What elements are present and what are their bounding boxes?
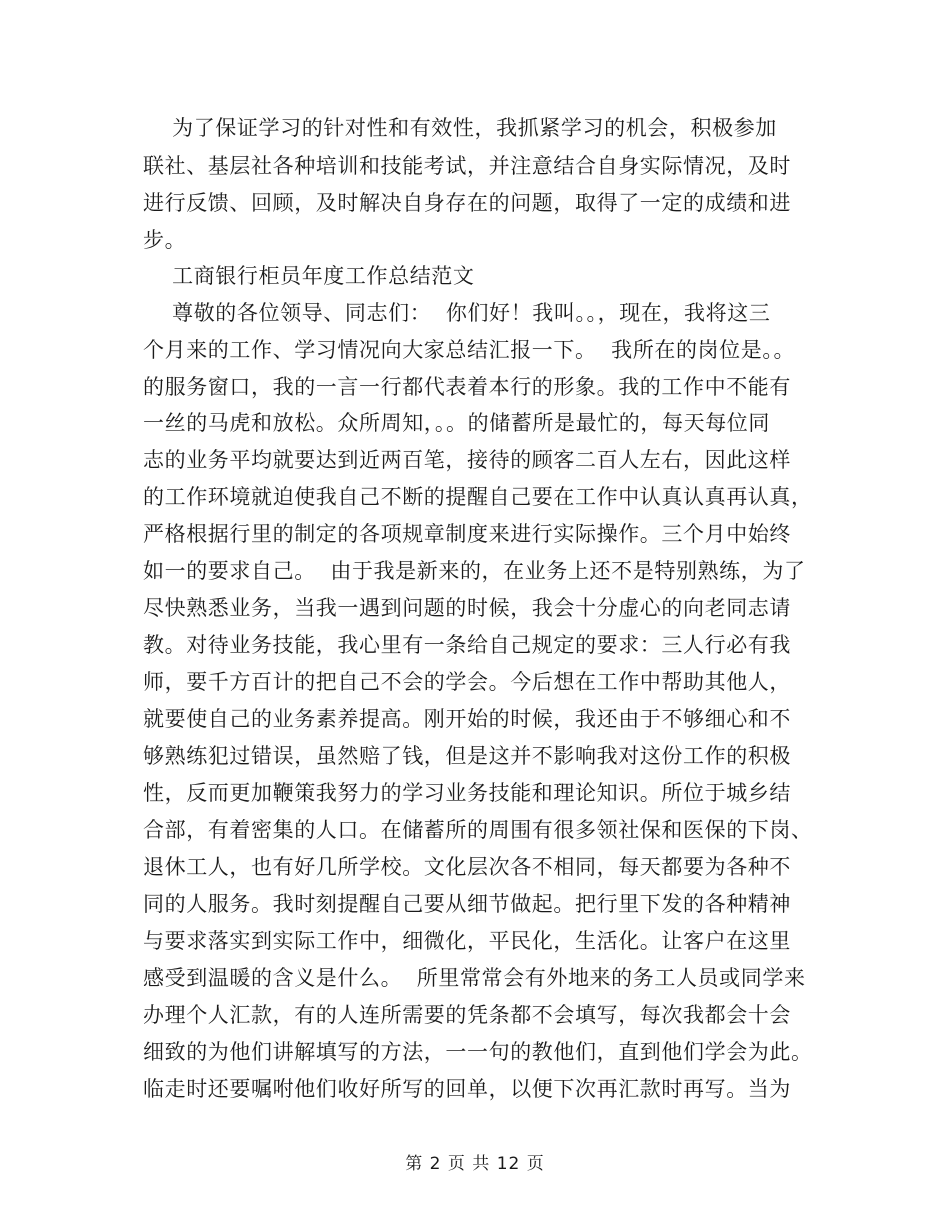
text-line: 退休工人，也有好几所学校。文化层次各不相同，每天都要为各种不 — [143, 855, 791, 879]
text-line: 志的业务平均就要达到近两百笔，接待的顾客二百人左右，因此这样 — [143, 448, 791, 472]
text-line: 同的人服务。我时刻提醒自己要从细节做起。把行里下发的各种精神 — [143, 892, 791, 916]
text-line: 够熟练犯过错误，虽然赔了钱，但是这并不影响我对这份工作的积极 — [143, 744, 791, 768]
text-line: 性，反而更加鞭策我努力的学习业务技能和理论知识。所位于城乡结 — [143, 781, 791, 805]
text-line: 合部，有着密集的人口。在储蓄所的周围有很多领社保和医保的下岗、 — [143, 818, 813, 842]
text-line: 尊敬的各位领导、同志们： 你们好！我叫。。，现在，我将这三 — [143, 301, 771, 325]
text-line: 步。 — [143, 228, 187, 252]
text-line: 的工作环境就迫使我自己不断的提醒自己要在工作中认真认真再认真， — [143, 485, 813, 509]
text-line: 细致的为他们讲解填写的方法，一一句的教他们，直到他们学会为此。 — [143, 1040, 813, 1064]
text-line: 如一的要求自己。 由于我是新来的，在业务上还不是特别熟练，为了 — [143, 559, 806, 583]
text-line: 师，要千方百计的把自己不会的学会。今后想在工作中帮助其他人， — [143, 670, 791, 694]
text-line: 联社、基层社各种培训和技能考试，并注意结合自身实际情况，及时 — [143, 154, 791, 178]
text-line: 尽快熟悉业务，当我一遇到问题的时候，我会十分虚心的向老同志请 — [143, 596, 791, 620]
text-line: 一丝的马虎和放松。众所周知，。。的储蓄所是最忙的，每天每位同 — [143, 411, 770, 435]
text-line: 感受到温暖的含义是什么。 所里常常会有外地来的务工人员或同学来 — [143, 966, 806, 990]
text-line: 进行反馈、回顾，及时解决自身存在的问题，取得了一定的成绩和进 — [143, 191, 791, 215]
text-line: 的服务窗口，我的一言一行都代表着本行的形象。我的工作中不能有 — [143, 375, 791, 399]
text-line: 教。对待业务技能，我心里有一条给自己规定的要求：三人行必有我 — [143, 633, 791, 657]
section-heading: 工商银行柜员年度工作总结范文 — [143, 264, 475, 288]
text-line: 与要求落实到实际工作中，细微化，平民化，生活化。让客户在这里 — [143, 929, 791, 953]
text-line: 个月来的工作、学习情况向大家总结汇报一下。 我所在的岗位是。。 — [143, 338, 796, 362]
text-line: 就要使自己的业务素养提高。刚开始的时候，我还由于不够细心和不 — [143, 707, 791, 731]
text-line: 严格根据行里的制定的各项规章制度来进行实际操作。三个月中始终 — [143, 522, 791, 546]
text-line: 临走时还要嘱咐他们收好所写的回单，以便下次再汇款时再写。当为 — [143, 1077, 791, 1101]
page-number-footer: 第 2 页 共 12 页 — [405, 1154, 545, 1174]
text-line: 办理个人汇款，有的人连所需要的凭条都不会填写，每次我都会十会 — [143, 1003, 791, 1027]
text-line: 为了保证学习的针对性和有效性，我抓紧学习的机会，积极参加 — [143, 116, 777, 140]
